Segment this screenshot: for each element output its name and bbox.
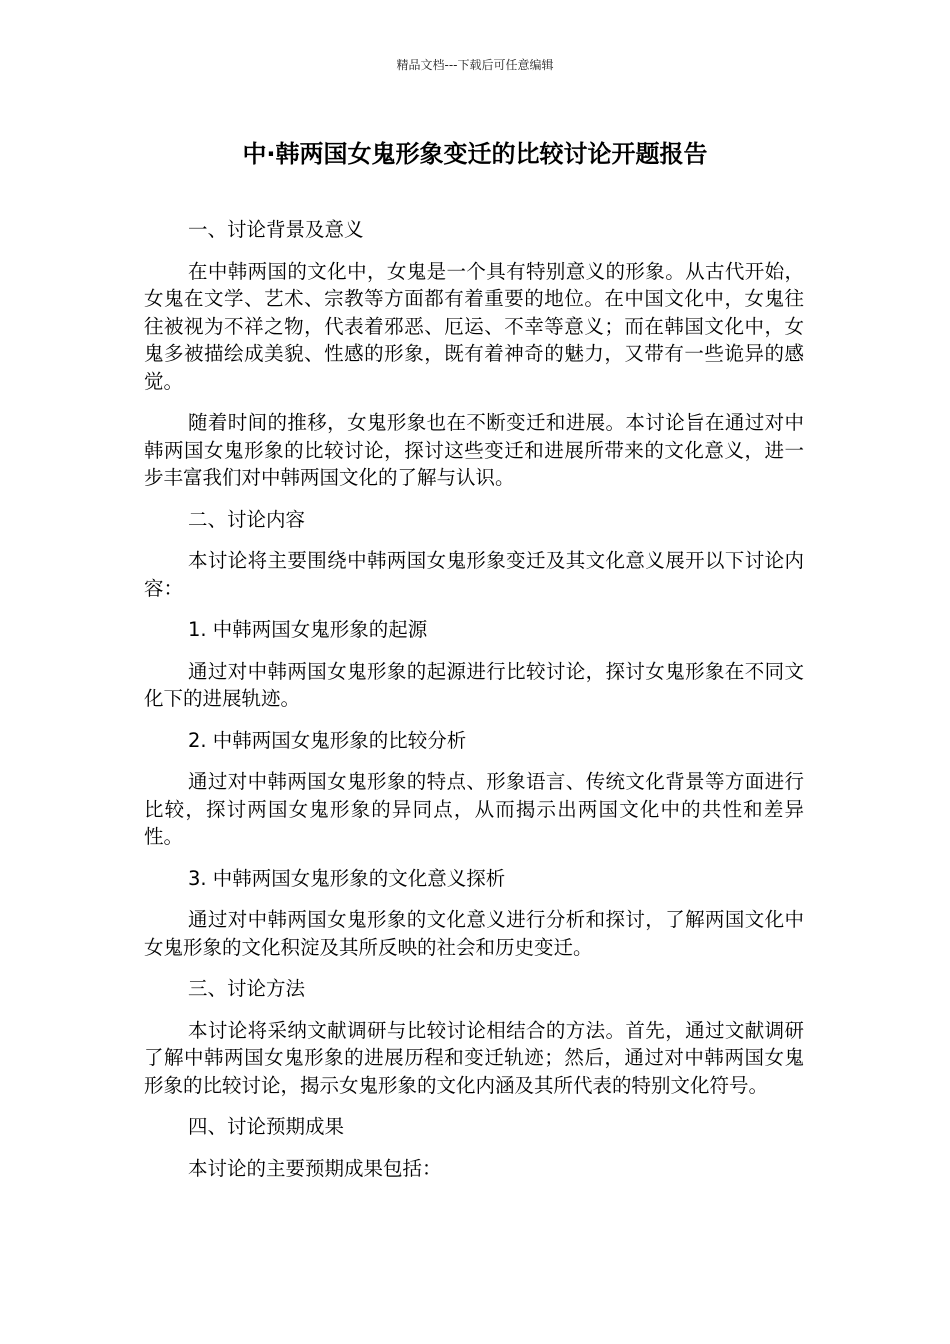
document-body — [144, 216, 804, 1196]
header-note: 精品文档---下载后可任意编辑 — [396, 58, 554, 72]
section-heading-outcomes: 四、讨论预期成果 — [188, 1115, 345, 1138]
subheading: 3. 中韩两国女鬼形象的文化意义探析 — [188, 866, 506, 890]
section-heading-method: 三、讨论方法 — [188, 977, 306, 1000]
paragraph: 本讨论将采纳文献调研与比较讨论相结合的方法。首先，通过文献调研了解中韩两国女鬼形象的进展历程和变迁轨迹；然后，通过对中韩两国女鬼形象的比较讨论，揭示女鬼形象的文化内涵及其所代表的特别文化符号。 — [144, 1018, 804, 1097]
section-heading-content: 二、讨论内容 — [188, 507, 306, 531]
paragraph: 通过对中韩两国女鬼形象的文化意义进行分析和探讨，了解两国文化中女鬼形象的文化积淀及其所反映的社会和历史变迁。 — [144, 908, 804, 959]
paragraph: 通过对中韩两国女鬼形象的特点、形象语言、传统文化背景等方面进行比较，探讨两国女鬼形象的异同点，从而揭示出两国文化中的共性和差异性。 — [144, 770, 804, 848]
paragraph: 本讨论将主要围绕中韩两国女鬼形象变迁及其文化意义展开以下讨论内容： — [144, 549, 804, 600]
subheading: 2. 中韩两国女鬼形象的比较分析 — [188, 728, 467, 752]
paragraph: 通过对中韩两国女鬼形象的起源进行比较讨论，探讨女鬼形象在不同文化下的进展轨迹。 — [144, 659, 804, 710]
document-title: 中·韩两国女鬼形象变迁的比较讨论开题报告 — [242, 140, 708, 168]
paragraph: 随着时间的推移，女鬼形象也在不断变迁和进展。本讨论旨在通过对中韩两国女鬼形象的比较讨论，探讨这些变迁和进展所带来的文化意义，进一步丰富我们对中韩两国文化的了解与认识。 — [144, 411, 804, 489]
paragraph: 本讨论的主要预期成果包括： — [188, 1156, 442, 1180]
section-heading-background: 一、讨论背景及意义 — [188, 218, 364, 241]
paragraph: 在中韩两国的文化中，女鬼是一个具有特别意义的形象。从古代开始，女鬼在文学、艺术、宗教等方面都有着重要的地位。在中国文化中，女鬼往往被视为不祥之物，代表着邪恶、厄运、不幸等意义；而在韩国文化中，女鬼多被描绘成美貌、性感的形象，既有着神奇的魅力，又带有一些诡异的感觉。 — [144, 259, 804, 393]
subheading: 1. 中韩两国女鬼形象的起源 — [188, 618, 428, 641]
